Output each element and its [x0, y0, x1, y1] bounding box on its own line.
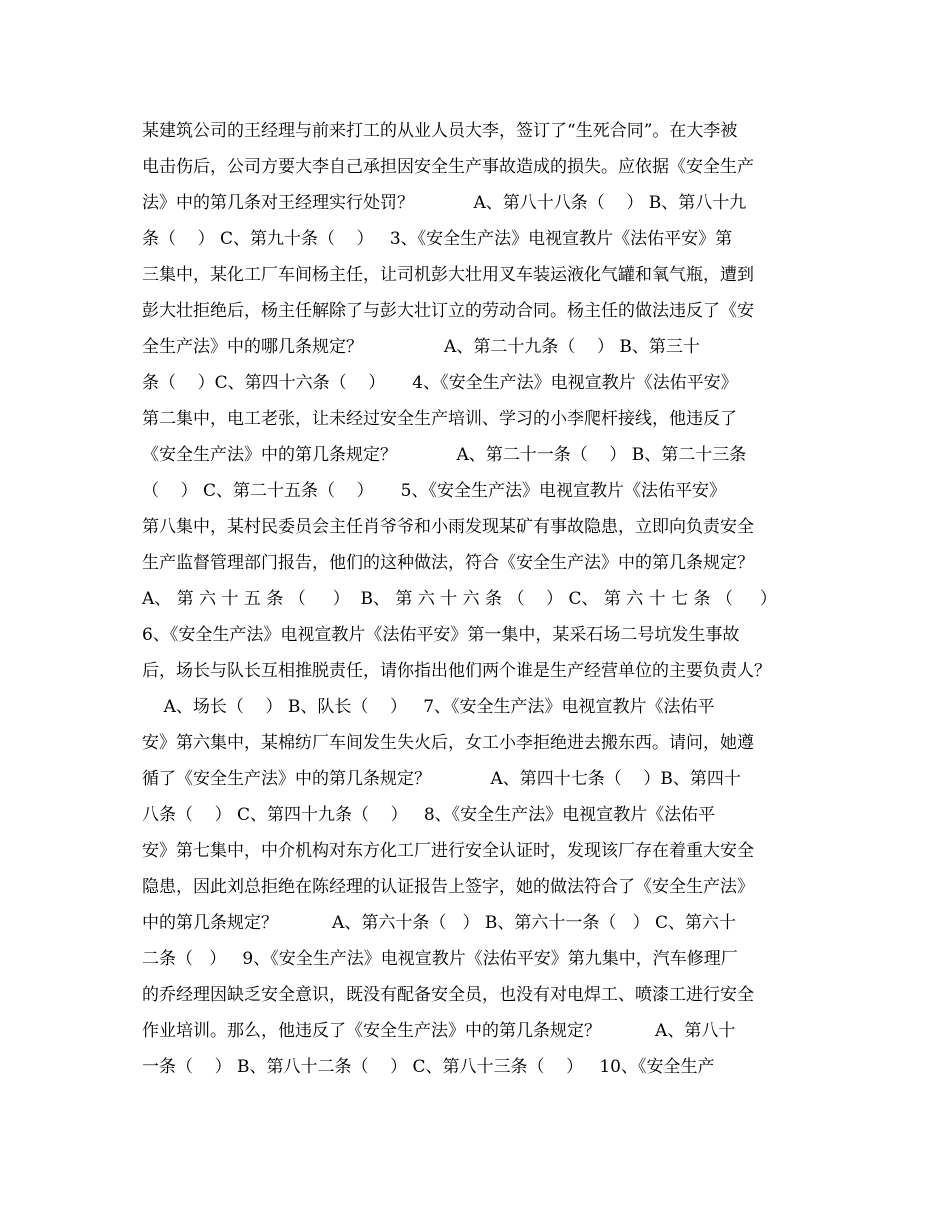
text-line: 第八集中，某村民委员会主任肖爷爷和小雨发现某矿有事故隐患，立即向负责安全: [142, 517, 754, 537]
text-line: 生产监督管理部门报告，他们的这种做法，符合《安全生产法》中的第几条规定？: [142, 553, 754, 573]
text-line: 后，场长与队长互相推脱责任，请你指出他们两个谁是生产经营单位的主要负责人？: [142, 661, 771, 681]
text-line: A、 第 六 十 五 条 （ ） B、 第 六 十 六 条 （ ） C、 第 六 十 七 条 （ ）: [142, 589, 777, 609]
text-line: 安》第七集中，中介机构对东方化工厂进行安全认证时，发现该厂存在着重大安全: [142, 841, 754, 861]
text-line: 条（ ）C、第四十六条（ ） 4、《安全生产法》电视宣教片《法佑平安》: [142, 373, 738, 393]
text-line: 二条（ ） 9、《安全生产法》电视宣教片《法佑平安》第九集中，汽车修理厂: [142, 949, 738, 969]
text-line: 一条（ ） B、第八十二条（ ） C、第八十三条（ ） 10、《安全生产: [142, 1057, 715, 1077]
text-line: 某建筑公司的王经理与前来打工的从业人员大李，签订了“生死合同”。在大李被: [142, 121, 738, 141]
text-line: 循了《安全生产法》中的第几条规定？ A、第四十七条（ ）B、第四十: [142, 769, 741, 789]
text-line: 电击伤后，公司方要大李自己承担因安全生产事故造成的损失。应依据《安全生产: [142, 157, 754, 177]
text-line: 6、《安全生产法》电视宣教片《法佑平安》第一集中，某采石场二号坑发生事故: [142, 625, 740, 645]
body-text: [142, 113, 822, 1085]
text-line: 法》中的第几条对王经理实行处罚？ A、第八十八条（ ） B、第八十九: [142, 193, 747, 213]
text-line: 作业培训。那么，他违反了《安全生产法》中的第几条规定？ A、第八十: [142, 1021, 736, 1041]
text-line: 彭大壮拒绝后，杨主任解除了与彭大壮订立的劳动合同。杨主任的做法违反了《安: [142, 301, 754, 321]
text-line: 八条（ ） C、第四十九条（ ） 8、《安全生产法》电视宣教片《法佑平: [142, 805, 716, 825]
text-line: 三集中，某化工厂车间杨主任，让司机彭大壮用叉车装运液化气罐和氧气瓶，遭到: [142, 265, 754, 285]
text-line: 全生产法》中的哪几条规定？ A、第二十九条（ ） B、第三十: [142, 337, 700, 357]
text-line: 隐患，因此刘总拒绝在陈经理的认证报告上签字，她的做法符合了《安全生产法》: [142, 877, 754, 897]
text-line: （ ） C、第二十五条（ ） 5、《安全生产法》电视宣教片《法佑平安》: [142, 481, 726, 501]
text-line: 中的第几条规定？ A、第六十条（ ） B、第六十一条（ ） C、第六十: [142, 913, 737, 933]
text-line: A、场长（ ） B、队长（ ） 7、《安全生产法》电视宣教片《法佑平: [142, 697, 715, 717]
text-line: 《安全生产法》中的第几条规定？ A、第二十一条（ ） B、第二十三条: [142, 445, 747, 465]
text-line: 安》第六集中，某棉纺厂车间发生失火后，女工小李拒绝进去搬东西。请问，她遵: [142, 733, 754, 753]
text-line: 的乔经理因缺乏安全意识，既没有配备安全员，也没有对电焊工、喷漆工进行安全: [142, 985, 754, 1005]
text-line: 条（ ） C、第九十条（ ） 3、《安全生产法》电视宣教片《法佑平安》第: [142, 229, 733, 249]
text-line: 第二集中，电工老张，让未经过安全生产培训、学习的小李爬杆接线，他违反了: [142, 409, 737, 429]
